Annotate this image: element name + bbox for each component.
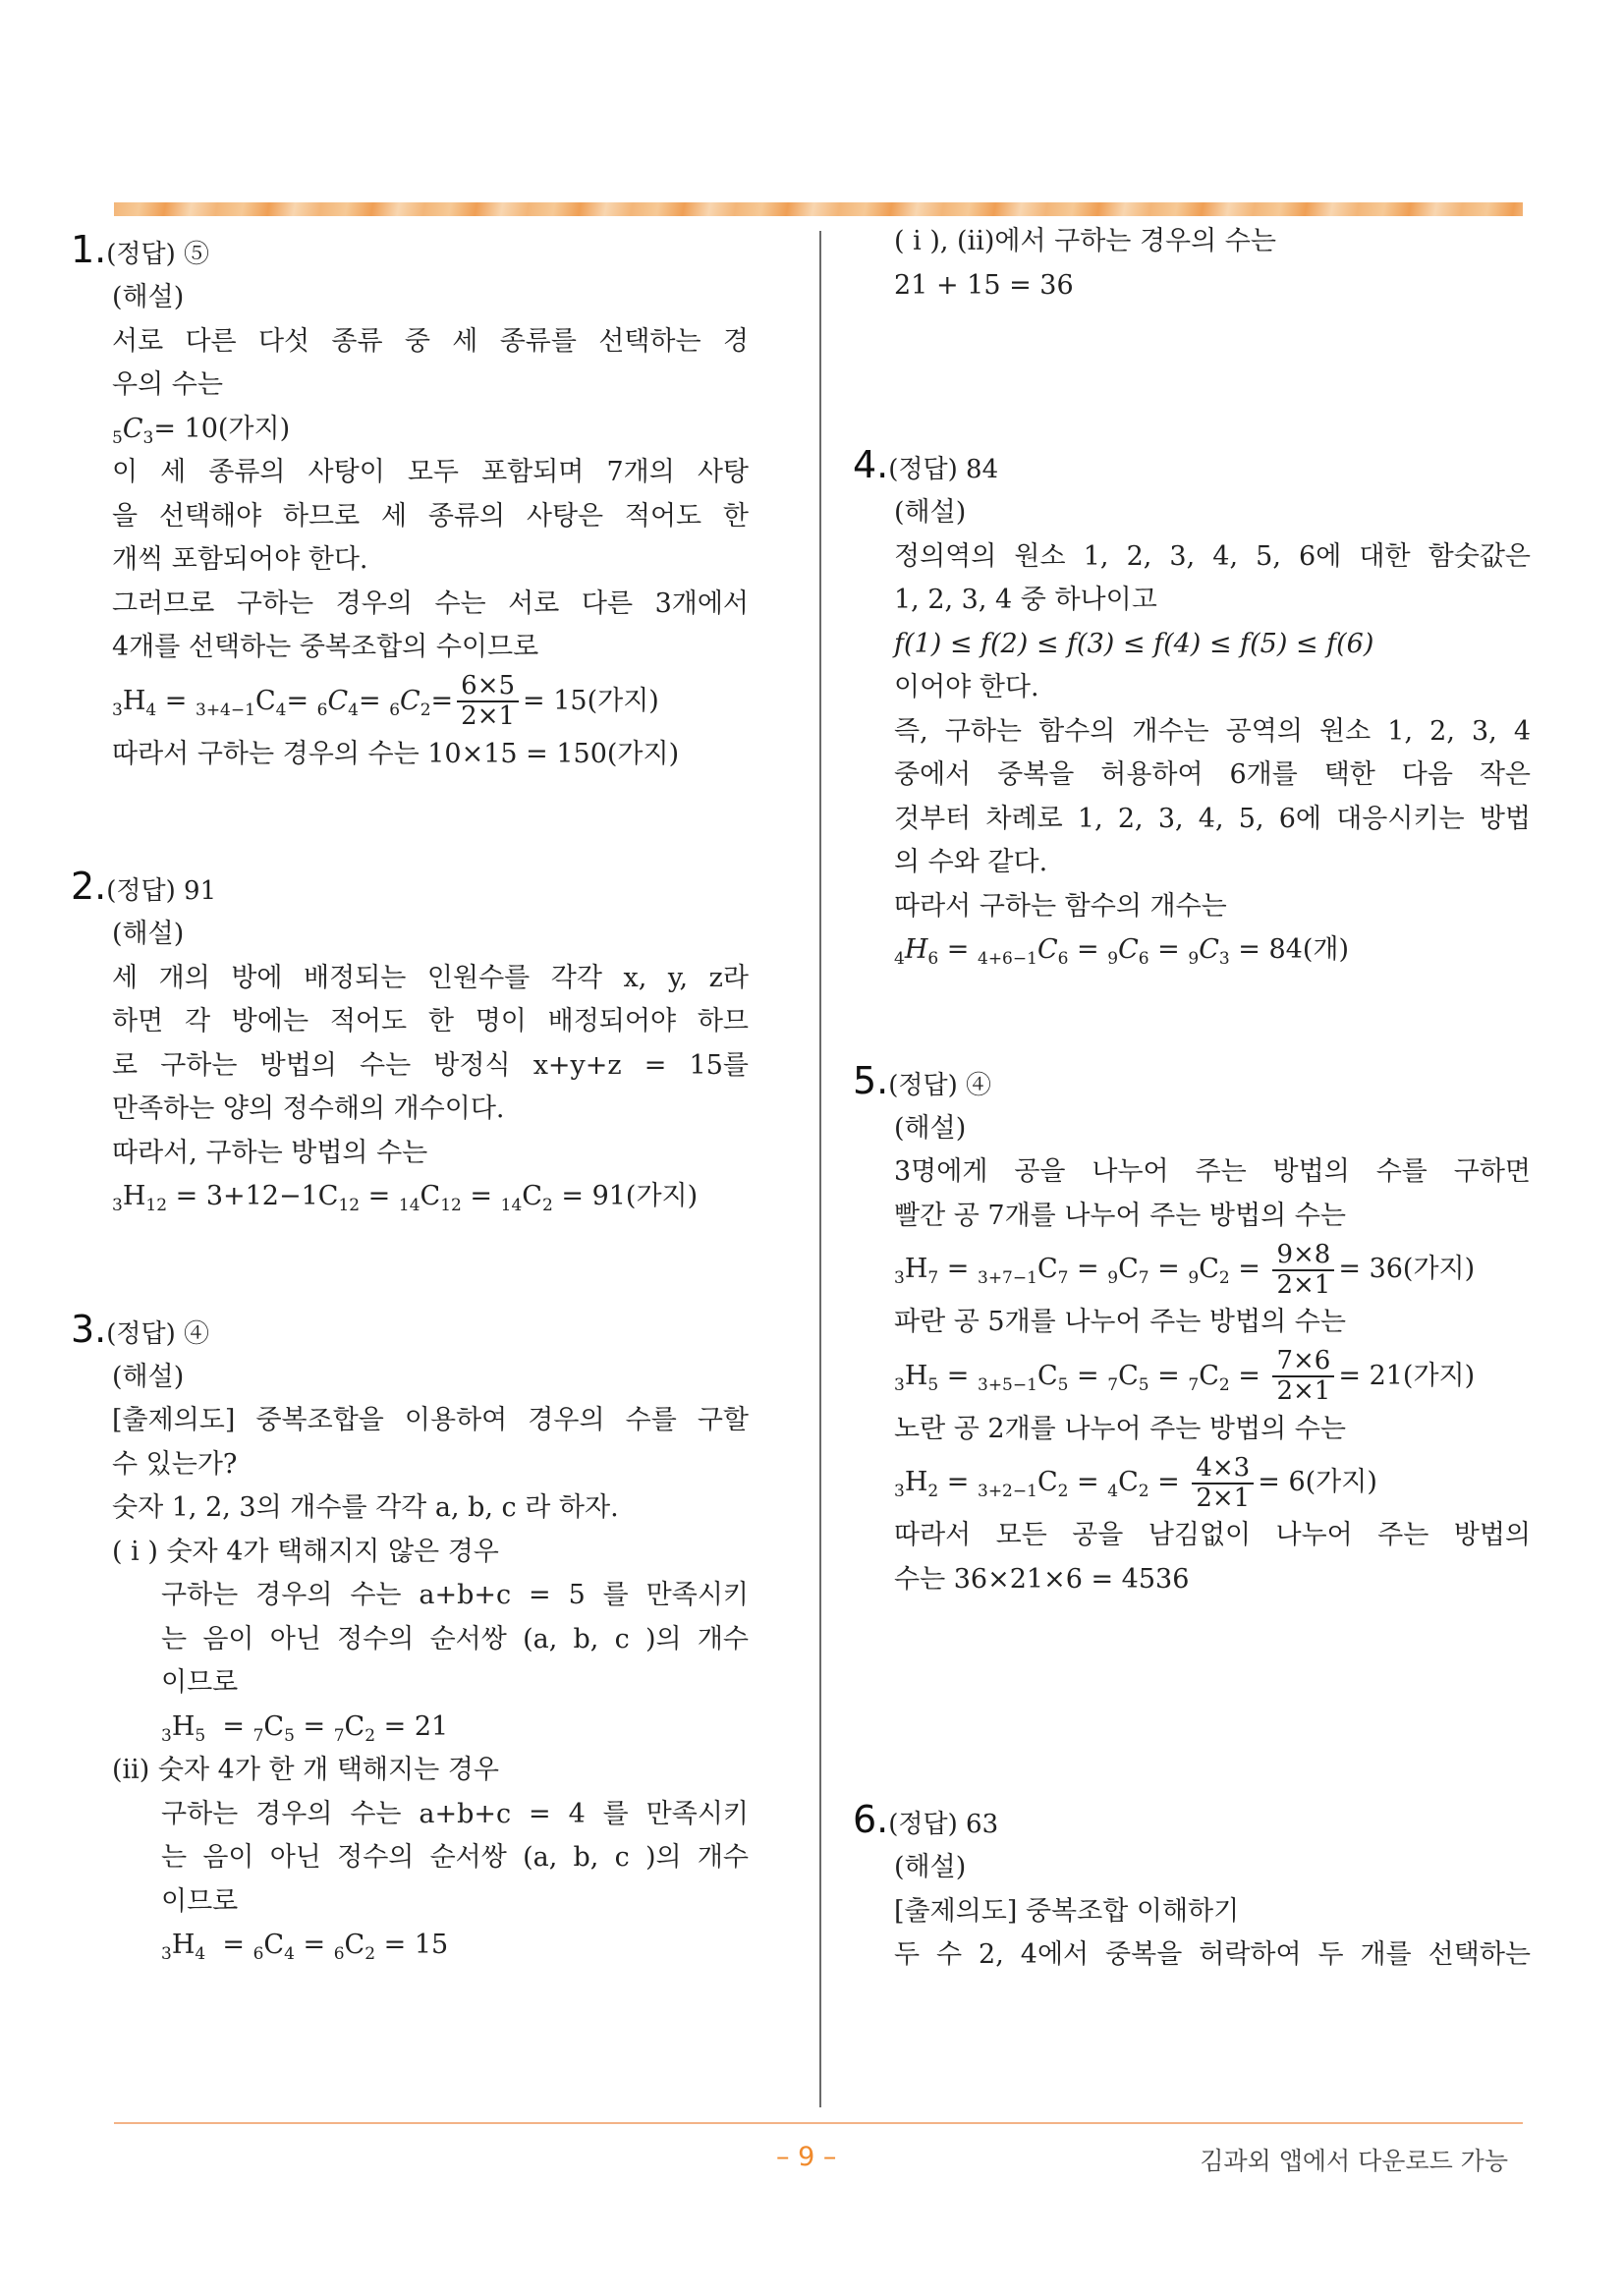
- text-line: 우의 수는: [112, 369, 223, 400]
- fraction: $\frac{6\times 5}{2\times 1}$: [457, 672, 519, 730]
- text-line: 만족하는 양의 정수해의 개수이다.: [112, 1093, 505, 1124]
- explanation-label: (해설): [112, 919, 185, 949]
- text-line: 구하는 경우의 수는 a+b+c = 4 를 만족시키: [161, 1798, 749, 1829]
- text-line: 개씩 포함되어야 한다.: [112, 544, 368, 575]
- problem-4: [853, 443, 1531, 973]
- text-line: ( i ), (ii)에서 구하는 경우의 수는: [894, 226, 1276, 256]
- explanation-label: (해설): [112, 1361, 185, 1392]
- text-line: 의 수와 같다.: [894, 847, 1048, 877]
- answer: (정답) 63: [888, 1810, 999, 1839]
- text-line: 정의역의 원소 1, 2, 3, 4, 5, 6에 대한 함숫값은: [894, 540, 1531, 572]
- problem-number: 3.: [71, 1307, 107, 1351]
- equation: $_5C_3= 10$(가지): [112, 413, 291, 448]
- case-heading: ( i ) 숫자 4가 택해지지 않은 경우: [112, 1536, 499, 1567]
- right-column: [853, 224, 1531, 1978]
- text-line: 1, 2, 3, 4 중 하나이고: [894, 585, 1157, 615]
- problem-5: [853, 1059, 1531, 1602]
- answer: (정답) ④: [888, 1070, 992, 1100]
- answer: (정답) ⑤: [106, 240, 210, 269]
- answer: (정답) ④: [106, 1318, 210, 1349]
- text-line: 는 음이 아닌 정수의 순서쌍 (a, b, c )의 개수: [161, 1623, 749, 1654]
- explanation-label: (해설): [894, 497, 967, 528]
- column-divider: [819, 231, 821, 2107]
- fraction: $\frac{7\times 6}{2\times 1}$: [1272, 1347, 1334, 1405]
- equation: $_3H_5 = _{3+5-1}C_5 = _7C_5 = _7C_2$ = $\frac{7\times 6}{2\times 1}$ = 21(가지): [894, 1346, 1476, 1406]
- text-line: 이므로: [161, 1885, 239, 1917]
- case-heading: (ii) 숫자 4가 한 개 택해지는 경우: [112, 1755, 499, 1785]
- text-line: 빨간 공 7개를 나누어 주는 방법의 수는: [894, 1200, 1346, 1231]
- problem-number: 2.: [71, 865, 107, 908]
- text-line: 따라서 구하는 경우의 수는 10×15 = 150(가지): [112, 738, 680, 769]
- fraction: $\frac{9\times 8}{2\times 1}$: [1272, 1241, 1334, 1299]
- text-line: 는 음이 아닌 정수의 순서쌍 (a, b, c )의 개수: [161, 1842, 749, 1873]
- text-line: 이 세 종류의 사탕이 모두 포함되며 7개의 사탕: [112, 457, 749, 487]
- text-line: 서로 다른 다섯 종류 중 세 종류를 선택하는 경: [112, 325, 749, 357]
- problem-3-continued: [853, 220, 1531, 308]
- text-line: 두 수 2, 4에서 중복을 허락하여 두 개를 선택하는: [894, 1939, 1531, 1970]
- footer-rule: [114, 2122, 1523, 2124]
- problem-1: [71, 228, 749, 776]
- problem-2: [71, 865, 749, 1219]
- text-line: 그러므로 구하는 경우의 수는 서로 다른 3개에서: [112, 588, 749, 619]
- text-line: 노란 공 2개를 나누어 주는 방법의 수는: [894, 1413, 1346, 1444]
- text-line: 4개를 선택하는 중복조합의 수이므로: [112, 632, 539, 662]
- answer: (정답) 84: [888, 455, 999, 484]
- equation: $_3H_7 = _{3+7-1}C_7 = _9C_7 = _9C_2$ = $\frac{9\times 8}{2\times 1}$ = 36(가지): [894, 1239, 1476, 1300]
- equation: 21 + 15 = 36: [894, 269, 1074, 301]
- problem-6: [853, 1798, 1531, 1978]
- problem-number: 1.: [71, 228, 107, 271]
- text-line: 중에서 중복을 허용하여 6개를 택한 다음 작은: [894, 759, 1531, 790]
- page-number: – 9 –: [776, 2142, 837, 2172]
- text-line: 하면 각 방에는 적어도 한 명이 배정되어야 하므: [112, 1006, 749, 1036]
- inequality: f(1) ≤ f(2) ≤ f(3) ≤ f(4) ≤ f(5) ≤ f(6): [894, 628, 1374, 659]
- equation: $_3H_4 = _{3+4-1}C_4= _6C_4= _6C_2=$ $\frac{6\times 5}{2\times 1}$ = 15(가지): [112, 671, 659, 731]
- explanation-label: (해설): [112, 282, 185, 312]
- text-line: [출제의도] 중복조합 이해하기: [894, 1895, 1240, 1927]
- equation: $_3H_5 = _7C_5 = _7C_2 = 21$: [161, 1710, 449, 1746]
- problem-number: 4.: [853, 443, 889, 486]
- text-line: 수 있는가?: [112, 1448, 238, 1480]
- text-line: 숫자 1, 2, 3의 개수를 각각 a, b, c 라 하자.: [112, 1492, 619, 1523]
- equation: $_4H_6 = _{4+6-1}C_6 = _9C_6 = _9C_3 = 84$(개): [894, 934, 1349, 969]
- text-line: 수는 36×21×6 = 4536: [894, 1563, 1190, 1595]
- left-column: [71, 224, 749, 1968]
- equation: $_3H_2 = _{3+2-1}C_2 = _4C_2$ = $\frac{4\times 3}{2\times 1}$ = 6(가지): [894, 1452, 1377, 1513]
- fraction: $\frac{4\times 3}{2\times 1}$: [1192, 1454, 1254, 1512]
- text-line: 3명에게 공을 나누어 주는 방법의 수를 구하면: [894, 1156, 1531, 1187]
- problem-number: 5.: [853, 1058, 889, 1102]
- text-line: 을 선택해야 하므로 세 종류의 사탕은 적어도 한: [112, 500, 749, 532]
- equation: $_3H_{12} = 3+12-1C_{12} = _{14}C_{12} = _{14}C_2 = 91$(가지): [112, 1181, 699, 1215]
- text-line: 따라서 구하는 함수의 개수는: [894, 890, 1227, 922]
- text-line: 세 개의 방에 배정되는 인원수를 각각 x, y, z라: [112, 962, 749, 993]
- answer: (정답) 91: [106, 876, 217, 906]
- text-line: 이어야 한다.: [894, 672, 1039, 702]
- download-notice: 김과외 앱에서 다운로드 가능: [1200, 2147, 1508, 2175]
- text-line: 따라서, 구하는 방법의 수는: [112, 1137, 428, 1168]
- equation: $_3H_4 = _6C_4 = _6C_2 = 15$: [161, 1930, 449, 1964]
- text-line: [출제의도] 중복조합을 이용하여 경우의 수를 구할: [112, 1405, 749, 1435]
- problem-number: 6.: [853, 1798, 889, 1841]
- text-line: 파란 공 5개를 나누어 주는 방법의 수는: [894, 1307, 1346, 1337]
- explanation-label: (해설): [894, 1852, 967, 1882]
- problem-3: [71, 1308, 749, 1968]
- text-line: 구하는 경우의 수는 a+b+c = 5 를 만족시키: [161, 1580, 749, 1610]
- text-line: 이므로: [161, 1667, 239, 1698]
- text-line: 로 구하는 방법의 수는 방정식 x+y+z = 15를: [112, 1049, 749, 1081]
- explanation-label: (해설): [894, 1112, 967, 1144]
- text-line: 것부터 차례로 1, 2, 3, 4, 5, 6에 대응시키는 방법: [894, 803, 1531, 834]
- top-decorative-band: [114, 202, 1523, 216]
- text-line: 즉, 구하는 함수의 개수는 공역의 원소 1, 2, 3, 4: [894, 715, 1531, 747]
- text-line: 따라서 모든 공을 남김없이 나누어 주는 방법의: [894, 1520, 1531, 1550]
